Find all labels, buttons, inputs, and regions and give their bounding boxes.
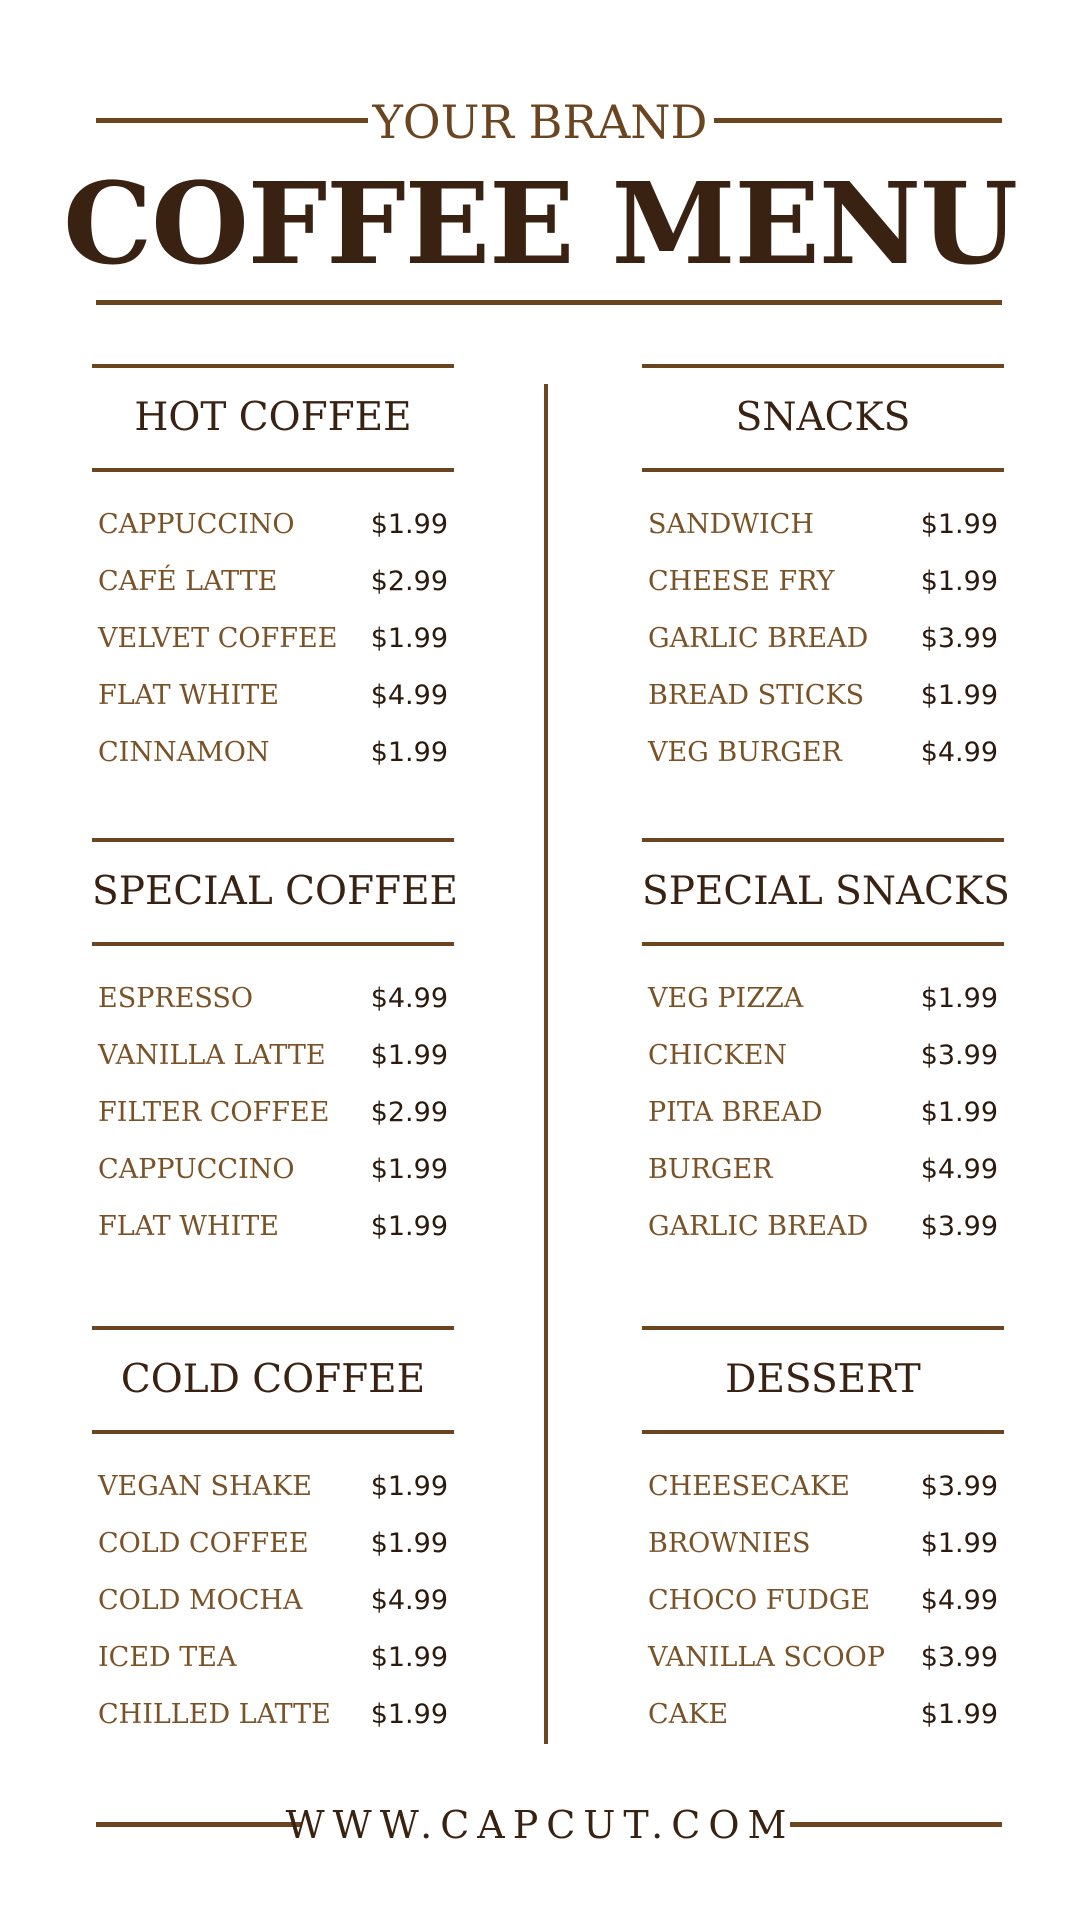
item-name: VEGAN SHAKE [98, 1471, 312, 1502]
item-name: FILTER COFFEE [98, 1097, 330, 1128]
menu-item [642, 1084, 1004, 1141]
menu-item [642, 1572, 1004, 1629]
menu-item [92, 970, 454, 1027]
item-price: $4.99 [920, 737, 998, 768]
item-name: PITA BREAD [648, 1097, 823, 1128]
item-name: VANILLA LATTE [98, 1040, 326, 1071]
item-price: $3.99 [920, 1471, 998, 1502]
menu-item [642, 1027, 1004, 1084]
menu-item [642, 970, 1004, 1027]
item-name: BURGER [648, 1154, 773, 1185]
menu-section [92, 1326, 454, 1743]
item-price: $4.99 [370, 680, 448, 711]
item-price: $1.99 [370, 1040, 448, 1071]
item-name: CAKE [648, 1699, 729, 1730]
item-name: ICED TEA [98, 1642, 237, 1673]
item-price: $1.99 [370, 1642, 448, 1673]
menu-item [92, 1141, 454, 1198]
item-list [642, 946, 1004, 1255]
menu-section [642, 838, 1010, 1255]
menu-item [642, 1629, 1004, 1686]
item-price: $4.99 [920, 1585, 998, 1616]
menu-section [642, 1326, 1004, 1743]
item-name: FLAT WHITE [98, 680, 279, 711]
item-price: $1.99 [920, 1528, 998, 1559]
menu-section [642, 364, 1004, 781]
item-price: $3.99 [920, 623, 998, 654]
menu-item [642, 1458, 1004, 1515]
menu-item [642, 1141, 1004, 1198]
section-title: COLD COFFEE [120, 1357, 426, 1402]
item-name: VEG BURGER [648, 737, 842, 768]
item-price: $1.99 [370, 737, 448, 768]
menu-section [92, 364, 454, 781]
item-name: SANDWICH [648, 509, 814, 540]
item-name: COLD COFFEE [98, 1528, 309, 1559]
item-name: CHOCO FUDGE [648, 1585, 871, 1616]
item-price: $3.99 [920, 1040, 998, 1071]
item-price: $2.99 [370, 1097, 448, 1128]
menu-section [92, 838, 459, 1255]
item-price: $1.99 [920, 509, 998, 540]
item-name: CINNAMON [98, 737, 270, 768]
item-list [92, 472, 454, 781]
menu-item [642, 496, 1004, 553]
item-name: CAPPUCCINO [98, 509, 295, 540]
item-name: CHEESE FRY [648, 566, 835, 597]
item-list [92, 946, 454, 1255]
menu-item [642, 1198, 1004, 1255]
item-name: BROWNIES [648, 1528, 811, 1559]
menu-item [92, 1686, 454, 1743]
item-name: ESPRESSO [98, 983, 254, 1014]
item-name: VEG PIZZA [648, 983, 804, 1014]
item-price: $4.99 [920, 1154, 998, 1185]
page-title: COFFEE MENU [63, 159, 1017, 290]
menu-item [92, 1084, 454, 1141]
menu-item [642, 1686, 1004, 1743]
menu-item [92, 553, 454, 610]
item-price: $1.99 [920, 680, 998, 711]
item-name: CAPPUCCINO [98, 1154, 295, 1185]
section-title: SNACKS [735, 395, 911, 440]
item-price: $1.99 [370, 509, 448, 540]
item-price: $2.99 [370, 566, 448, 597]
item-price: $1.99 [920, 566, 998, 597]
item-name: VANILLA SCOOP [648, 1642, 885, 1673]
footer-website: WWW.CAPCUT.COM [285, 1803, 795, 1847]
section-title: HOT COFFEE [134, 395, 412, 440]
item-name: CHICKEN [648, 1040, 788, 1071]
item-price: $1.99 [370, 1528, 448, 1559]
menu-item [92, 610, 454, 667]
menu-item [92, 1572, 454, 1629]
menu-item [92, 1458, 454, 1515]
item-list [92, 1434, 454, 1743]
item-name: CHEESECAKE [648, 1471, 850, 1502]
item-name: GARLIC BREAD [648, 1211, 869, 1242]
menu-item [642, 1515, 1004, 1572]
title-underline [96, 300, 1002, 305]
item-price: $4.99 [370, 983, 448, 1014]
menu-item [92, 667, 454, 724]
menu-item [642, 553, 1004, 610]
item-price: $1.99 [370, 1699, 448, 1730]
item-price: $4.99 [370, 1585, 448, 1616]
item-name: COLD MOCHA [98, 1585, 303, 1616]
item-name: GARLIC BREAD [648, 623, 869, 654]
item-list [642, 1434, 1004, 1743]
item-price: $1.99 [370, 1211, 448, 1242]
item-price: $3.99 [920, 1211, 998, 1242]
section-title: DESSERT [725, 1357, 921, 1402]
item-price: $3.99 [920, 1642, 998, 1673]
item-name: CHILLED LATTE [98, 1699, 331, 1730]
menu-item [92, 1198, 454, 1255]
menu-item [642, 610, 1004, 667]
column-divider [544, 384, 548, 1744]
item-price: $1.99 [920, 983, 998, 1014]
menu-item [92, 1515, 454, 1572]
item-price: $1.99 [370, 623, 448, 654]
item-price: $1.99 [920, 1097, 998, 1128]
section-title: SPECIAL COFFEE [92, 869, 459, 914]
brand-name: YOUR BRAND [372, 95, 708, 149]
item-price: $1.99 [370, 1154, 448, 1185]
item-name: BREAD STICKS [648, 680, 865, 711]
item-name: CAFÉ LATTE [98, 566, 278, 597]
menu-item [92, 496, 454, 553]
item-price: $1.99 [370, 1471, 448, 1502]
item-list [642, 472, 1004, 781]
menu-item [642, 724, 1004, 781]
item-name: VELVET COFFEE [98, 623, 338, 654]
menu-item [92, 724, 454, 781]
item-price: $1.99 [920, 1699, 998, 1730]
menu-item [92, 1027, 454, 1084]
section-title: SPECIAL SNACKS [642, 869, 1010, 914]
menu-item [92, 1629, 454, 1686]
menu-item [642, 667, 1004, 724]
item-name: FLAT WHITE [98, 1211, 279, 1242]
